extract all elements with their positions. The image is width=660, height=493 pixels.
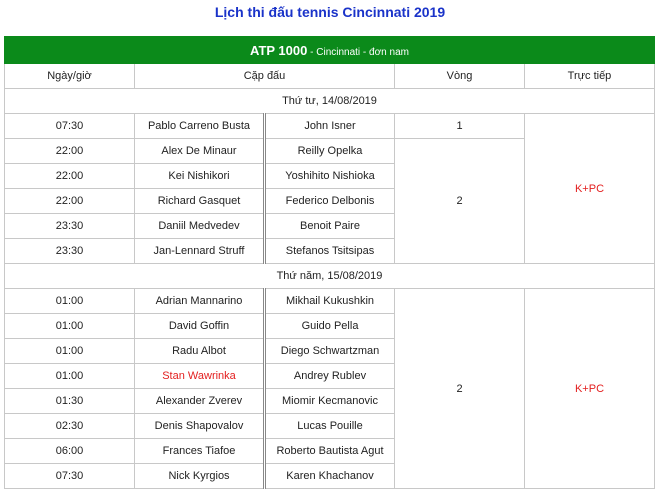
player-two: Lucas Pouille (265, 414, 395, 439)
day-row (5, 264, 655, 289)
col-header-live: Trực tiếp (525, 64, 655, 89)
player-two: John Isner (265, 114, 395, 139)
day-label: Thứ năm, 15/08/2019 (5, 264, 655, 289)
player-one: Alexander Zverev (135, 389, 265, 414)
player-two: Roberto Bautista Agut (265, 439, 395, 464)
player-two: Benoit Paire (265, 214, 395, 239)
match-time: 01:00 (5, 289, 135, 314)
player-one: Frances Tiafoe (135, 439, 265, 464)
player-one: Pablo Carreno Busta (135, 114, 265, 139)
match-time: 23:30 (5, 214, 135, 239)
player-two: Andrey Rublev (265, 364, 395, 389)
match-time: 07:30 (5, 464, 135, 489)
match-time: 02:30 (5, 414, 135, 439)
player-one: David Goffin (135, 314, 265, 339)
match-time: 22:00 (5, 164, 135, 189)
tournament-header (5, 37, 655, 64)
player-two: Federico Delbonis (265, 189, 395, 214)
match-time: 01:00 (5, 314, 135, 339)
day-row (5, 89, 655, 114)
player-one: Kei Nishikori (135, 164, 265, 189)
tournament-header-cell (5, 37, 655, 64)
player-one: Radu Albot (135, 339, 265, 364)
col-header-time: Ngày/giờ (5, 64, 135, 89)
player-two: Miomir Kecmanovic (265, 389, 395, 414)
page-title: Lịch thi đấu tennis Cincinnati 2019 (214, 4, 446, 20)
player-two: Reilly Opelka (265, 139, 395, 164)
match-time: 01:30 (5, 389, 135, 414)
match-time: 01:00 (5, 364, 135, 389)
match-time: 22:00 (5, 189, 135, 214)
schedule-table (4, 36, 655, 489)
player-two: Stefanos Tsitsipas (265, 239, 395, 264)
player-two: Guido Pella (265, 314, 395, 339)
player-one: Jan-Lennard Struff (135, 239, 265, 264)
col-header-round: Vòng (395, 64, 525, 89)
player-one: Richard Gasquet (135, 189, 265, 214)
player-two: Diego Schwartzman (265, 339, 395, 364)
player-one: Daniil Medvedev (135, 214, 265, 239)
player-two: Karen Khachanov (265, 464, 395, 489)
player-two: Yoshihito Nishioka (265, 164, 395, 189)
tournament-name: ATP 1000 (250, 42, 308, 58)
day-label: Thứ tư, 14/08/2019 (5, 89, 655, 114)
match-time: 07:30 (5, 114, 135, 139)
col-header-match: Cặp đấu (135, 64, 395, 89)
player-one: Alex De Minaur (135, 139, 265, 164)
live-channel: K+PC (525, 114, 655, 264)
player-one: Nick Kyrgios (135, 464, 265, 489)
live-channel: K+PC (525, 289, 655, 489)
player-one: Denis Shapovalov (135, 414, 265, 439)
match-row (5, 289, 655, 314)
player-one: Adrian Mannarino (135, 289, 265, 314)
round-cell: 1 (395, 114, 525, 139)
match-time: 06:00 (5, 439, 135, 464)
match-time: 23:30 (5, 239, 135, 264)
match-row (5, 114, 655, 139)
match-time: 01:00 (5, 339, 135, 364)
player-one: Stan Wawrinka (135, 364, 265, 389)
round-cell: 2 (395, 139, 525, 264)
round-cell: 2 (395, 289, 525, 489)
player-two: Mikhail Kukushkin (265, 289, 395, 314)
column-header-row (5, 64, 655, 89)
tournament-subtitle: - Cincinnati - đơn nam (307, 46, 409, 58)
match-time: 22:00 (5, 139, 135, 164)
